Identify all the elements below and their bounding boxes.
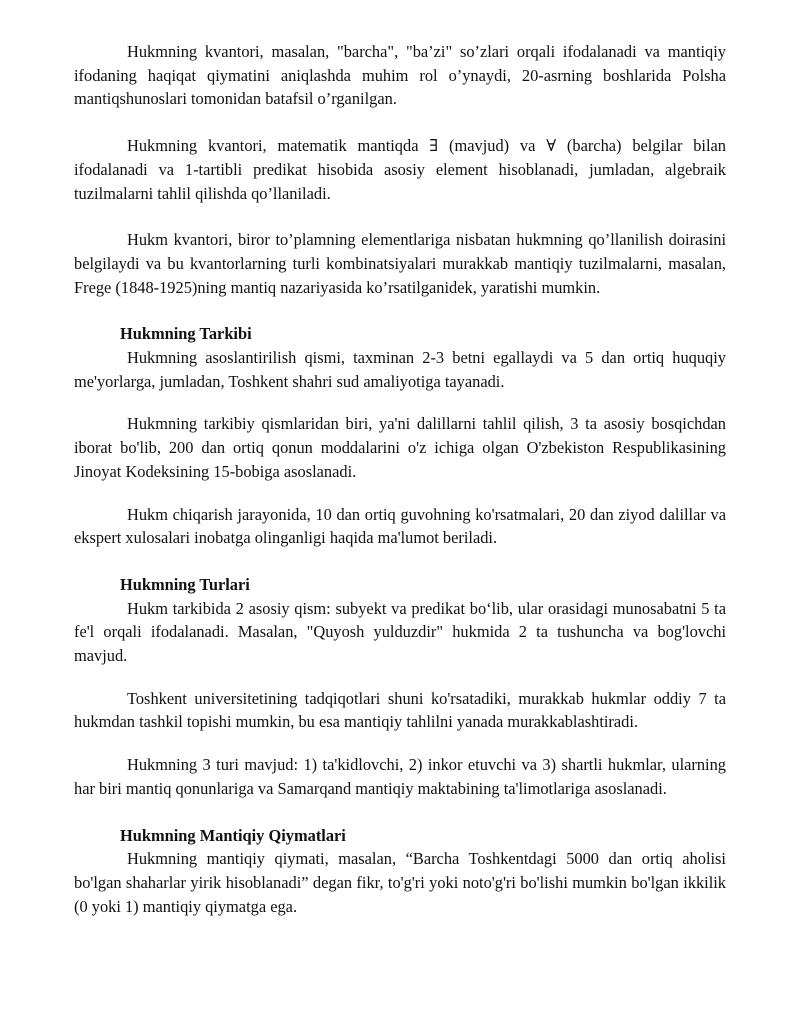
heading-mantiqiy-qiymatlari: Hukmning Mantiqiy Qiymatlari <box>120 825 346 845</box>
paragraph-kvantor-3: Hukm kvantori, biror to’plamning elementlariga nisbatan hukmning qo’llanilish doirasini belgilaydi va bu kvantorlarning turli kombinatsiyalari murakkab mantiqiy tuzilmalarni, masalan, Frege (1848-1925)ning mantiq nazariyasida ko’rsatilganidek, yaratishi mumkin. <box>74 230 726 297</box>
paragraph-qiymatlari-1: Hukmning mantiqiy qiymati, masalan, “Barcha Toshkentdagi 5000 dan ortiq aholisi bo'lgan shaharlar yirik hisoblanadi” degan fikr, to'g'ri yoki noto'g'ri bo'lishi mumkin bo'lgan ikkilik (0 yoki 1) mantiqiy qiymatga ega. <box>74 849 726 916</box>
paragraph-kvantor-1: Hukmning kvantori, masalan, "barcha", "ba’zi" so’zlari orqali ifodalanadi va mantiqiy ifodaning haqiqat qiymatini aniqlashda muhim rol o’ynaydi, 20-asrning boshlarida Polsha mantiqshunoslari tomonidan batafsil o’rganilgan. <box>74 42 726 109</box>
paragraph-turlari-3: Hukmning 3 turi mavjud: 1) ta'kidlovchi, 2) inkor etuvchi va 3) shartli hukmlar, ularning har biri mantiq qonunlariga va Samarqand mantiqiy maktabining ta'limotlariga asoslanadi. <box>74 755 726 798</box>
paragraph-tarkibi-3: Hukm chiqarish jarayonida, 10 dan ortiq guvohning ko'rsatmalari, 20 dan ziyod dalillar va ekspert xulosalari inobatga olinganligi haqida ma'lumot beriladi. <box>74 504 726 548</box>
paragraph-turlari-2: Toshkent universitetining tadqiqotlari shuni ko'rsatadiki, murakkab hukmlar oddiy 7 ta hukmdan tashkil topishi mumkin, bu esa mantiqiy tahlilni yanada murakkablashtiradi. <box>74 688 726 732</box>
paragraph-turlari-1: Hukm tarkibida 2 asosiy qism: subyekt va predikat bo‘lib, ular orasidagi munosabatni 5 ta fe'l orqali ifodalanadi. Masalan, "Quyosh yulduzdir" hukmida 2 ta tushuncha va bog'lovchi mavjud. <box>74 598 726 666</box>
paragraph-kvantor-2: Hukmning kvantori, matematik mantiqda ∃ (mavjud) va ∀ (barcha) belgilar bilan ifodalanadi va 1-tartibli predikat hisobida asosiy element hisoblanadi, jumladan, algebraik tuzilmalarni tahlil qilishda qo’llaniladi. <box>74 136 726 203</box>
paragraph-tarkibi-2: Hukmning tarkibiy qismlaridan biri, ya'ni dalillarni tahlil qilish, 3 ta asosiy bosqichdan iborat bo'lib, 200 dan ortiq qonun moddalarini o'z ichiga olgan O'zbekiston Respublikasining Jinoyat Kodeksining 15-bobiga asoslanadi. <box>74 414 726 481</box>
heading-tarkibi: Hukmning Tarkibi <box>120 324 252 344</box>
document-page <box>74 40 726 918</box>
paragraph-tarkibi-1: Hukmning asoslantirilish qismi, taxminan 2-3 betni egallaydi va 5 dan ortiq huquqiy me'yorlarga, jumladan, Toshkent shahri sud amaliyotiga tayanadi. <box>74 348 726 391</box>
heading-turlari: Hukmning Turlari <box>120 574 250 594</box>
